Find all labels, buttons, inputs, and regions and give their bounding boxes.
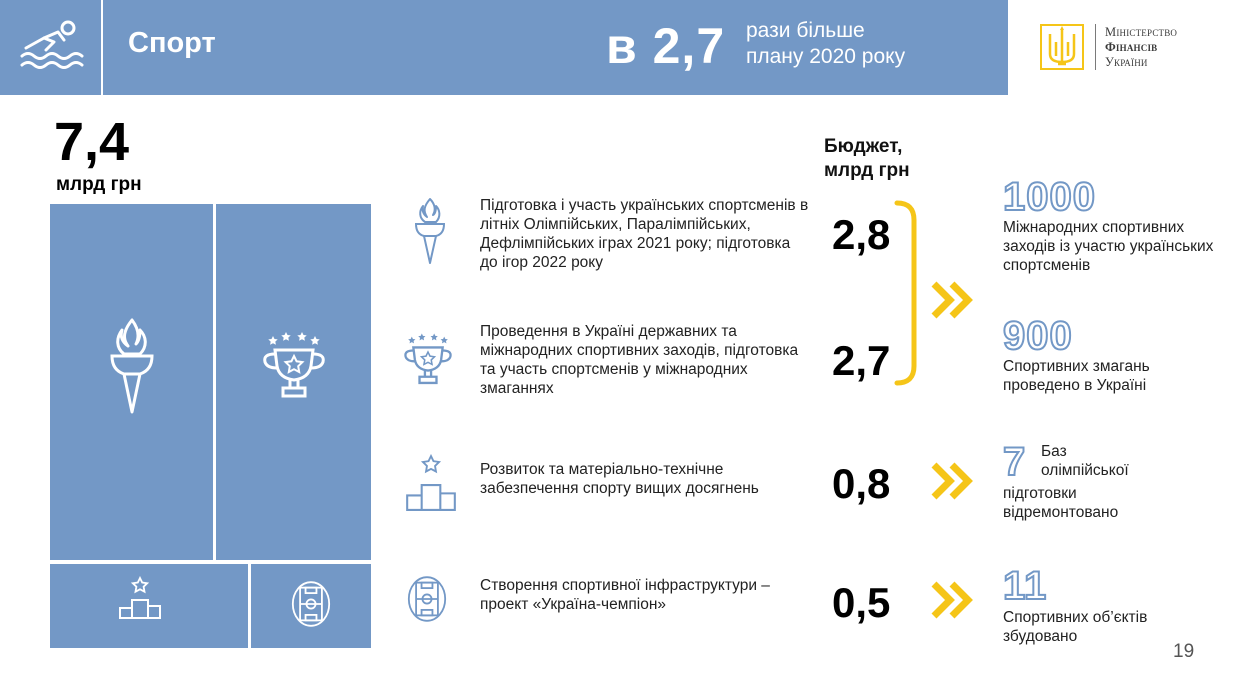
multiplier-description	[746, 18, 905, 70]
multiplier-desc-line2: плану 2020 року	[746, 45, 906, 68]
result2-number: 900	[1003, 314, 1073, 358]
ministry-name-line1: Міністерство	[1105, 25, 1178, 39]
tile-sport-infrastructure	[251, 564, 371, 648]
chevron-double-right-icon	[930, 280, 976, 320]
stadium-icon	[407, 575, 447, 623]
row4-budget-value: 0,5	[832, 579, 891, 626]
stadium-icon	[291, 578, 331, 630]
swimmer-icon	[18, 18, 84, 74]
result3-number: 7	[1003, 440, 1027, 484]
header-divider	[101, 0, 103, 95]
trident-emblem-icon	[1040, 24, 1084, 70]
result4-text: Спортивних об’єктів збудовано	[1003, 609, 1148, 645]
tile-sport-events	[216, 204, 371, 560]
budget-header-line2: млрд грн	[824, 160, 910, 181]
row1-budget-value: 2,8	[832, 211, 891, 258]
logo-divider	[1095, 24, 1096, 70]
row1-description: Підготовка і участь українських спортсменів в літніх Олімпійських, Паралімпійських, Дефлімпійських іграх 2021 року; підготовка до ігор 2022 року	[480, 197, 809, 271]
result1-number: 1000	[1003, 175, 1096, 219]
chevron-double-right-icon	[930, 580, 976, 620]
torch-icon	[410, 196, 450, 266]
row2-description: Проведення в Україні державних та міжнародних спортивних заходів, підготовка та участь спортсменів у міжнародних змаганнях	[480, 323, 799, 397]
ministry-name-line3: України	[1105, 55, 1148, 69]
result4-number: 11	[1003, 564, 1048, 608]
trophy-icon	[259, 330, 329, 400]
ministry-name	[1105, 25, 1177, 70]
result3-text-inline: Баз олімпійської	[1041, 443, 1129, 479]
result3-text: підготовки відремонтовано	[1003, 485, 1119, 521]
podium-icon	[118, 576, 162, 620]
result2-text: Спортивних змагань проведено в Україні	[1003, 358, 1150, 394]
ministry-name-line2: Фінансів	[1105, 40, 1158, 54]
result1-text: Міжнародних спортивних заходів із участю українських спортсменів	[1003, 219, 1214, 274]
total-budget-value: 7,4	[54, 112, 130, 172]
bracket-shape	[894, 200, 920, 386]
budget-header-line1: Бюджет,	[824, 136, 903, 157]
row2-budget-value: 2,7	[832, 337, 891, 384]
budget-column-header	[824, 135, 910, 183]
total-budget-unit: млрд грн	[56, 174, 142, 195]
page-number: 19	[1173, 641, 1195, 662]
page-title: Спорт	[128, 27, 216, 59]
tile-high-achievement-sport	[50, 564, 248, 648]
multiplier-desc-line1: рази більше	[746, 19, 865, 42]
podium-icon	[405, 454, 457, 512]
trophy-icon	[401, 332, 455, 386]
header-bar	[0, 0, 1233, 95]
chevron-double-right-icon	[930, 461, 976, 501]
tile-olympic-preparation	[50, 204, 213, 560]
row3-description: Розвиток та матеріально-технічне забезпечення спорту вищих досягнень	[480, 461, 759, 497]
ministry-logo	[1008, 0, 1233, 95]
torch-icon	[102, 316, 162, 416]
multiplier-value: в 2,7	[606, 18, 726, 74]
row4-description: Створення спортивної інфраструктури – проект «Україна-чемпіон»	[480, 577, 770, 613]
row3-budget-value: 0,8	[832, 460, 891, 507]
